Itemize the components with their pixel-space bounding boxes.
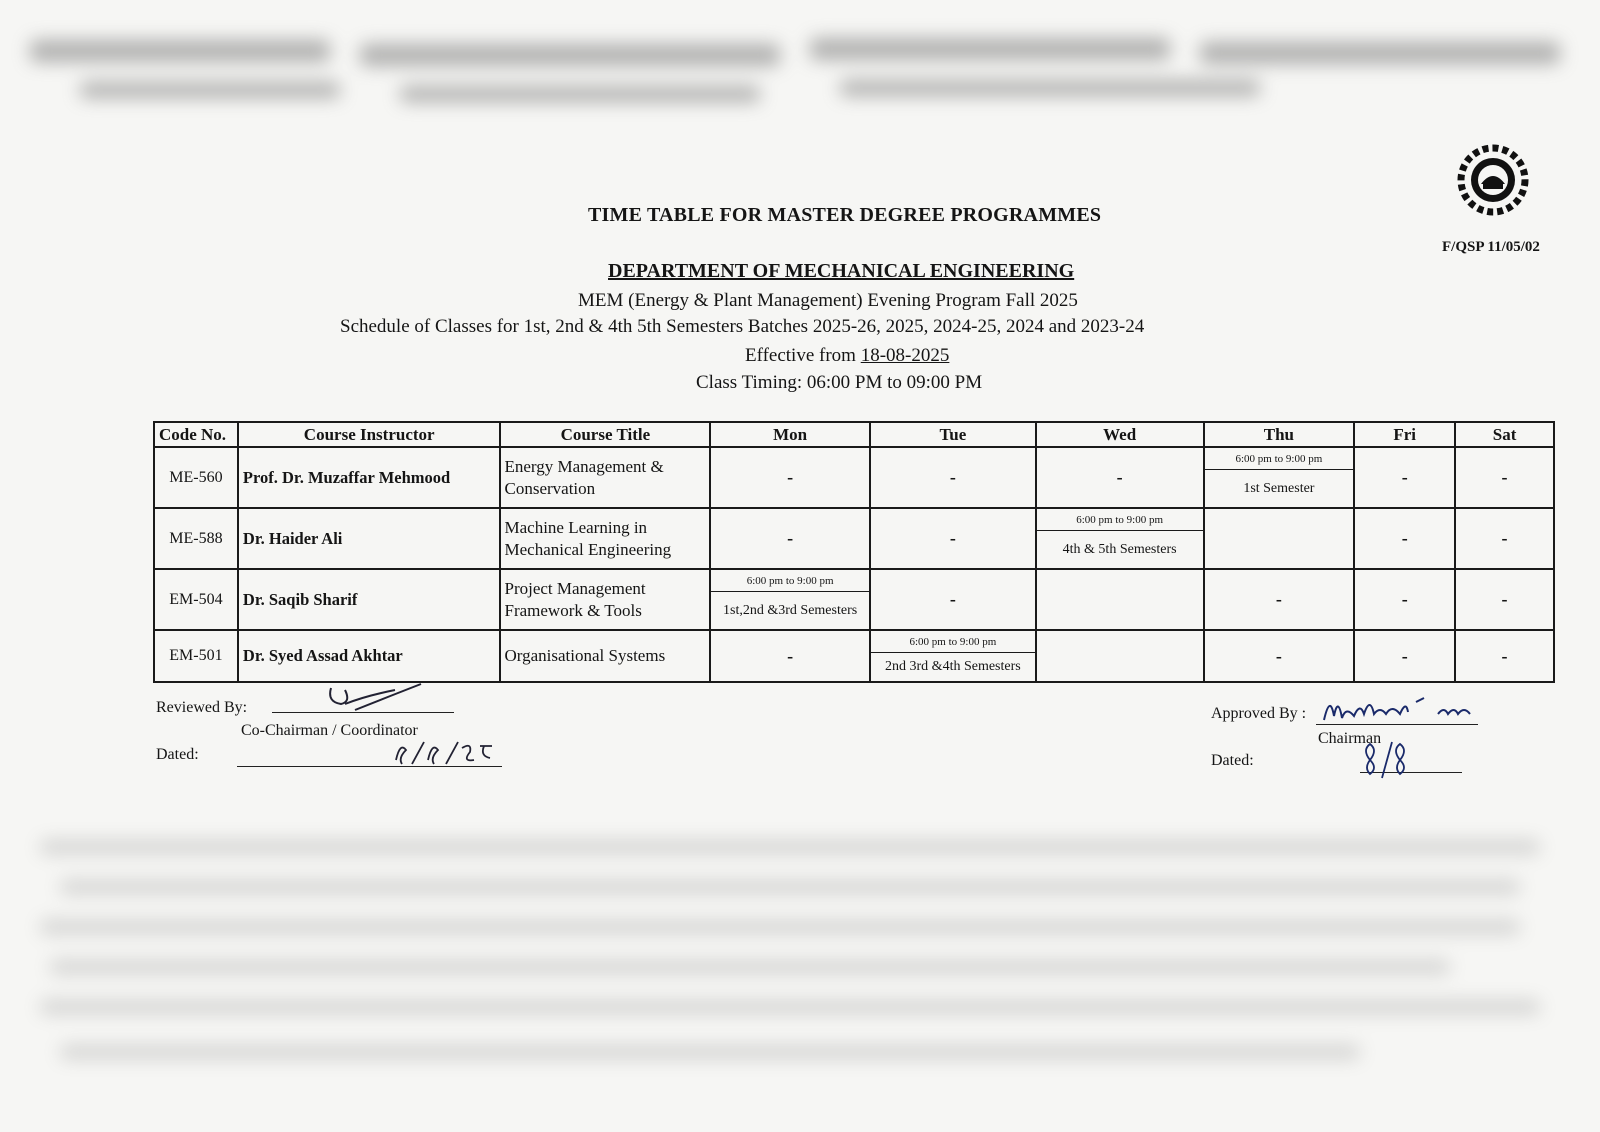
- cell-wed: [1036, 630, 1204, 682]
- header-wed: Wed: [1036, 422, 1204, 447]
- cell-mon: -: [710, 447, 870, 508]
- cell-sat: -: [1455, 447, 1554, 508]
- slot-time: 6:00 pm to 9:00 pm: [1037, 509, 1203, 531]
- effective-from: [745, 345, 949, 367]
- effective-label: Effective from: [745, 345, 856, 366]
- cell-sat: -: [1455, 569, 1554, 630]
- program-name: MEM (Energy & Plant Management) Evening Program Fall 2025: [578, 290, 1078, 311]
- cell-sat: -: [1455, 508, 1554, 569]
- department-name: DEPARTMENT OF MECHANICAL ENGINEERING: [608, 260, 1075, 282]
- header-instructor: Course Instructor: [238, 422, 501, 447]
- slot-time: 6:00 pm to 9:00 pm: [711, 570, 869, 592]
- cell-fri: -: [1354, 447, 1455, 508]
- university-crest-icon: [1455, 140, 1531, 220]
- approved-by-label: Approved By :: [1211, 705, 1307, 722]
- course-code: ME-560: [154, 447, 238, 508]
- course-title-line1: Organisational Systems: [504, 646, 666, 665]
- cell-wed: [1036, 569, 1204, 630]
- course-title-line2: Mechanical Engineering: [504, 539, 672, 559]
- approved-dated-label: Dated:: [1211, 752, 1254, 769]
- schedule-description: Schedule of Classes for 1st, 2nd & 4th 5th Semesters Batches 2025-26, 2025, 2024-25, 2024 and 2023-24: [340, 316, 1145, 337]
- slot-time: 6:00 pm to 9:00 pm: [1205, 448, 1354, 470]
- header-tue: Tue: [870, 422, 1036, 447]
- course-title-line1: Project Management: [504, 578, 646, 598]
- table-row: [154, 508, 1554, 569]
- slot-time: 6:00 pm to 9:00 pm: [871, 631, 1035, 653]
- reviewed-dated-label: Dated:: [156, 746, 199, 763]
- course-title: [500, 508, 710, 569]
- header-sat: Sat: [1455, 422, 1554, 447]
- slot-semester: 1st Semester: [1243, 480, 1315, 496]
- course-title-line1: Energy Management &: [504, 456, 664, 476]
- course-title-line2: Conservation: [504, 478, 596, 498]
- slot-semester: 4th & 5th Semesters: [1062, 541, 1177, 557]
- cell-thu: -: [1204, 630, 1355, 682]
- blurred-header-bleed: [20, 30, 1580, 140]
- table-row: [154, 630, 1554, 682]
- course-code: EM-504: [154, 569, 238, 630]
- cell-thu: [1204, 447, 1355, 508]
- course-instructor: Dr. Haider Ali: [238, 508, 501, 569]
- cell-wed: [1036, 508, 1204, 569]
- table-row: [154, 569, 1554, 630]
- slot-semester: 2nd 3rd &4th Semesters: [885, 659, 1021, 674]
- cell-sat: -: [1455, 630, 1554, 682]
- page-title: TIME TABLE FOR MASTER DEGREE PROGRAMMES: [588, 204, 1102, 226]
- course-code: ME-588: [154, 508, 238, 569]
- cell-mon: [710, 569, 870, 630]
- header-fri: Fri: [1354, 422, 1455, 447]
- cell-mon: -: [710, 630, 870, 682]
- cell-thu: [1204, 508, 1355, 569]
- course-instructor: Prof. Dr. Muzaffar Mehmood: [238, 447, 501, 508]
- course-title: [500, 630, 710, 682]
- cell-fri: -: [1354, 569, 1455, 630]
- blurred-footer-bleed: [20, 820, 1580, 1100]
- class-timing: Class Timing: 06:00 PM to 09:00 PM: [696, 372, 983, 393]
- reviewer-date-handwritten: [392, 736, 502, 768]
- header-course-title: Course Title: [500, 422, 710, 447]
- approver-date-handwritten: [1360, 738, 1420, 784]
- course-title-line1: Machine Learning in: [504, 517, 648, 537]
- reviewed-by-label: Reviewed By:: [156, 699, 248, 716]
- course-instructor: Dr. Saqib Sharif: [238, 569, 501, 630]
- effective-date: 18-08-2025: [860, 345, 950, 366]
- course-title: [500, 447, 710, 508]
- timetable: [153, 421, 1555, 683]
- table-header-row: [154, 422, 1554, 447]
- course-title: [500, 569, 710, 630]
- header-thu: Thu: [1204, 422, 1355, 447]
- cell-thu: -: [1204, 569, 1355, 630]
- header-mon: Mon: [710, 422, 870, 447]
- slot-semester: 1st,2nd &3rd Semesters: [723, 602, 858, 618]
- cell-mon: -: [710, 508, 870, 569]
- cell-tue: -: [870, 447, 1036, 508]
- course-instructor: Dr. Syed Assad Akhtar: [238, 630, 501, 682]
- header-code: Code No.: [154, 422, 238, 447]
- course-code: EM-501: [154, 630, 238, 682]
- cell-fri: -: [1354, 630, 1455, 682]
- cell-tue: -: [870, 569, 1036, 630]
- reviewer-signature: [325, 682, 425, 722]
- table-row: [154, 447, 1554, 508]
- cell-tue: [870, 630, 1036, 682]
- course-title-line2: Framework & Tools: [504, 600, 642, 620]
- approver-signature: [1320, 692, 1490, 726]
- cell-tue: -: [870, 508, 1036, 569]
- form-code: F/QSP 11/05/02: [1442, 239, 1540, 255]
- reviewed-role: Co-Chairman / Coordinator: [241, 722, 418, 739]
- cell-wed: -: [1036, 447, 1204, 508]
- cell-fri: -: [1354, 508, 1455, 569]
- approved-role: Chairman: [1318, 730, 1382, 747]
